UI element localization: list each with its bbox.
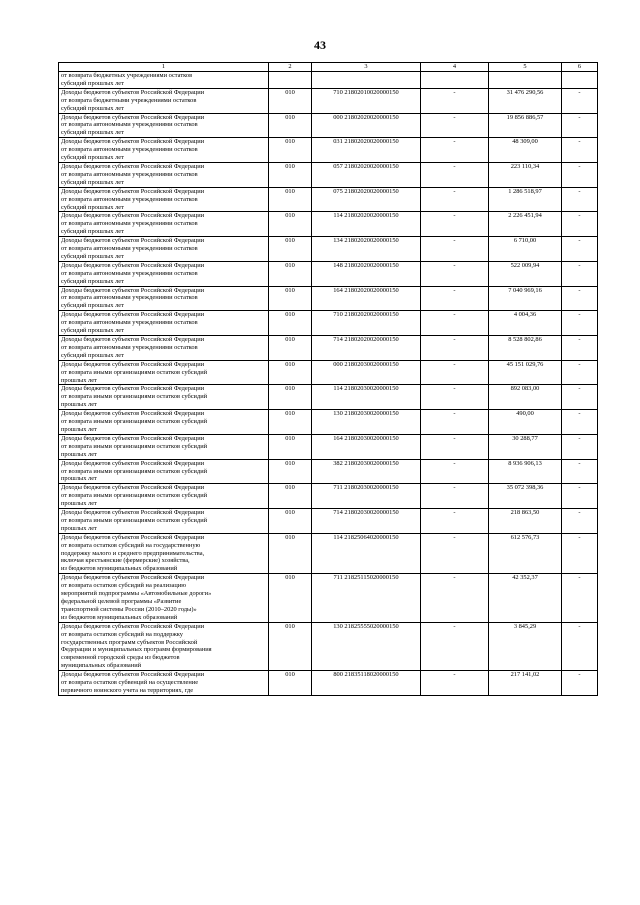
description-line: от возврата иными организациями остатков субсидий	[61, 516, 208, 524]
executed-amount: 223 110,34	[489, 162, 562, 187]
table-body	[59, 72, 598, 696]
column-header: 6	[562, 63, 598, 72]
line-code: 010	[269, 138, 312, 163]
approved-amount: -	[421, 286, 489, 311]
description-line: государственных программ субъектов Российской	[61, 638, 198, 646]
description-line: от возврата автономными учреждениями остатков	[61, 294, 198, 302]
description-line: Доходы бюджетов субъектов Российской Федерации	[61, 311, 205, 319]
description-line: федеральной целевой программы «Развитие	[61, 598, 182, 605]
revenue-description	[59, 533, 269, 574]
description-line: Доходы бюджетов субъектов Российской Федерации	[61, 533, 205, 541]
table-row	[59, 509, 598, 534]
budget-classification-code: 714 21802020020000150	[312, 336, 421, 361]
unexecuted-amount: -	[562, 574, 598, 622]
line-code: 010	[269, 509, 312, 534]
table-row	[59, 72, 598, 89]
approved-amount: -	[421, 261, 489, 286]
approved-amount: -	[421, 162, 489, 187]
table-row	[59, 336, 598, 361]
table-row	[59, 434, 598, 459]
column-header: 3	[312, 63, 421, 72]
approved-amount: -	[421, 113, 489, 138]
unexecuted-amount: -	[562, 311, 598, 336]
description-line: субсидий прошлых лет	[61, 178, 124, 186]
description-line: от возврата автономными учреждениями остатков	[61, 121, 198, 129]
budget-classification-code: 134 21802020020000150	[312, 237, 421, 262]
line-code: 010	[269, 434, 312, 459]
table-row	[59, 261, 598, 286]
approved-amount: -	[421, 336, 489, 361]
description-line: субсидий прошлых лет	[61, 327, 124, 335]
description-line: Доходы бюджетов субъектов Российской Федерации	[61, 336, 205, 343]
revenue-description	[59, 138, 269, 163]
description-line: субсидий прошлых лет	[61, 203, 124, 211]
description-line: от возврата автономными учреждениями остатков	[61, 220, 198, 228]
description-line: Доходы бюджетов субъектов Российской Федерации	[61, 237, 205, 245]
description-line: Доходы бюджетов субъектов Российской Федерации	[61, 360, 205, 368]
description-line: Федерации и муниципальных программ формирования	[61, 646, 212, 654]
table-row	[59, 286, 598, 311]
executed-amount: 7 040 969,16	[489, 286, 562, 311]
budget-classification-code: 000 21802030020000150	[312, 360, 421, 385]
revenue-description	[59, 237, 269, 262]
approved-amount: -	[421, 622, 489, 670]
executed-amount: 6 710,00	[489, 237, 562, 262]
description-line: первичного воинского учета на территориях, где	[61, 686, 194, 694]
line-code: 010	[269, 459, 312, 484]
unexecuted-amount: -	[562, 509, 598, 534]
revenue-description	[59, 286, 269, 311]
description-line: прошлых лет	[61, 401, 97, 409]
description-line: от возврата автономными учреждениями остатков	[61, 170, 198, 178]
description-line: Доходы бюджетов субъектов Российской Федерации	[61, 574, 205, 582]
line-code: 010	[269, 574, 312, 622]
line-code: 010	[269, 622, 312, 670]
executed-amount: 42 352,37	[489, 574, 562, 622]
line-code: 010	[269, 385, 312, 410]
budget-classification-code: 114 21825064020000150	[312, 533, 421, 574]
description-line: субсидий прошлых лет	[61, 154, 124, 162]
executed-amount: 2 226 451,94	[489, 212, 562, 237]
approved-amount: -	[421, 88, 489, 113]
revenue-description	[59, 434, 269, 459]
revenue-description	[59, 336, 269, 361]
column-header: 1	[59, 63, 269, 72]
budget-classification-code: 164 21802030020000150	[312, 434, 421, 459]
budget-classification-code: 130 21802030020000150	[312, 410, 421, 435]
unexecuted-amount: -	[562, 88, 598, 113]
executed-amount: 30 288,77	[489, 434, 562, 459]
description-line: Доходы бюджетов субъектов Российской Федерации	[61, 286, 205, 294]
approved-amount	[421, 72, 489, 89]
revenue-description	[59, 88, 269, 113]
table-row	[59, 311, 598, 336]
approved-amount: -	[421, 385, 489, 410]
description-line: от возврата автономными учреждениями остатков	[61, 319, 198, 327]
column-header: 2	[269, 63, 312, 72]
line-code: 010	[269, 113, 312, 138]
approved-amount: -	[421, 509, 489, 534]
budget-classification-code: 000 21802020020000150	[312, 113, 421, 138]
description-line: Доходы бюджетов субъектов Российской Федерации	[61, 113, 205, 121]
revenue-description	[59, 622, 269, 670]
description-line: прошлых лет	[61, 500, 97, 508]
executed-amount: 4 004,36	[489, 311, 562, 336]
description-line: от возврата автономными учреждениями остатков	[61, 245, 198, 253]
description-line: Доходы бюджетов субъектов Российской Федерации	[61, 187, 205, 195]
budget-classification-code: 382 21802030020000150	[312, 459, 421, 484]
revenue-description	[59, 509, 269, 534]
description-line: субсидий прошлых лет	[61, 252, 124, 260]
line-code: 010	[269, 533, 312, 574]
budget-classification-code: 057 21802020020000150	[312, 162, 421, 187]
description-line: субсидий прошлых лет	[61, 79, 124, 87]
revenue-description	[59, 459, 269, 484]
column-number-row	[59, 63, 598, 72]
revenue-description	[59, 261, 269, 286]
budget-classification-code: 148 21802020020000150	[312, 261, 421, 286]
description-line: прошлых лет	[61, 376, 97, 384]
budget-classification-code: 711 21802030020000150	[312, 484, 421, 509]
approved-amount: -	[421, 434, 489, 459]
description-line: Доходы бюджетов субъектов Российской Федерации	[61, 212, 205, 220]
description-line: современной городской среды из бюджетов	[61, 654, 180, 662]
unexecuted-amount: -	[562, 622, 598, 670]
executed-amount: 45 151 029,76	[489, 360, 562, 385]
revenue-description	[59, 212, 269, 237]
executed-amount: 8 936 906,13	[489, 459, 562, 484]
description-line: Доходы бюджетов субъектов Российской Федерации	[61, 410, 205, 418]
budget-classification-code: 800 21835118020000150	[312, 671, 421, 696]
table-row	[59, 162, 598, 187]
table-row	[59, 88, 598, 113]
budget-classification-code: 114 21802030020000150	[312, 385, 421, 410]
budget-classification-code: 130 21825555020000150	[312, 622, 421, 670]
description-line: субсидий прошлых лет	[61, 228, 124, 236]
description-line: от возврата иными организациями остатков субсидий	[61, 368, 208, 376]
unexecuted-amount: -	[562, 336, 598, 361]
column-header: 4	[421, 63, 489, 72]
budget-classification-code: 075 21802020020000150	[312, 187, 421, 212]
approved-amount: -	[421, 459, 489, 484]
revenue-description	[59, 162, 269, 187]
description-line: от возврата бюджетными учреждениями остатков	[61, 96, 197, 104]
unexecuted-amount: -	[562, 459, 598, 484]
unexecuted-amount: -	[562, 237, 598, 262]
approved-amount: -	[421, 360, 489, 385]
revenue-description	[59, 360, 269, 385]
executed-amount: 48 309,00	[489, 138, 562, 163]
budget-classification-code: 710 21802010020000150	[312, 88, 421, 113]
line-code: 010	[269, 88, 312, 113]
approved-amount: -	[421, 533, 489, 574]
unexecuted-amount: -	[562, 187, 598, 212]
approved-amount: -	[421, 671, 489, 696]
description-line: субсидий прошлых лет	[61, 277, 124, 285]
line-code: 010	[269, 336, 312, 361]
description-line: Доходы бюджетов субъектов Российской Федерации	[61, 671, 205, 679]
description-line: из бюджетов муниципальных образований	[61, 565, 178, 573]
executed-amount: 490,00	[489, 410, 562, 435]
approved-amount: -	[421, 237, 489, 262]
description-line: прошлых лет	[61, 425, 97, 433]
unexecuted-amount: -	[562, 138, 598, 163]
description-line: от возврата бюджетных учреждениями остатков	[61, 72, 193, 79]
executed-amount: 31 476 290,56	[489, 88, 562, 113]
description-line: из бюджетов муниципальных образований	[61, 613, 178, 621]
description-line: транспортной системы России (2010–2020 годы)»	[61, 605, 197, 613]
line-code: 010	[269, 360, 312, 385]
revenue-description	[59, 311, 269, 336]
executed-amount: 218 863,50	[489, 509, 562, 534]
executed-amount: 1 286 518,97	[489, 187, 562, 212]
description-line: муниципальных образований	[61, 662, 142, 670]
description-line: от возврата автономными учреждениями остатков	[61, 146, 198, 154]
description-line: от возврата остатков субсидий на государственную	[61, 541, 201, 549]
approved-amount: -	[421, 212, 489, 237]
approved-amount: -	[421, 410, 489, 435]
table-row	[59, 459, 598, 484]
budget-revenue-table	[58, 62, 598, 696]
unexecuted-amount: -	[562, 410, 598, 435]
approved-amount: -	[421, 311, 489, 336]
revenue-description	[59, 72, 269, 89]
revenue-description	[59, 574, 269, 622]
table-row	[59, 622, 598, 670]
unexecuted-amount: -	[562, 212, 598, 237]
description-line: мероприятий подпрограммы «Автомобильные дороги»	[61, 590, 212, 598]
unexecuted-amount: -	[562, 261, 598, 286]
line-code: 010	[269, 484, 312, 509]
approved-amount: -	[421, 138, 489, 163]
unexecuted-amount: -	[562, 533, 598, 574]
description-line: Доходы бюджетов субъектов Российской Федерации	[61, 484, 205, 492]
table-row	[59, 212, 598, 237]
budget-classification-code: 714 21802030020000150	[312, 509, 421, 534]
page-number: 43	[314, 38, 326, 52]
description-line: от возврата автономными учреждениями остатков	[61, 195, 198, 203]
revenue-description	[59, 484, 269, 509]
table-row	[59, 671, 598, 696]
line-code: 010	[269, 187, 312, 212]
description-line: включая крестьянские (фермерские) хозяйства,	[61, 557, 190, 565]
description-line: прошлых лет	[61, 524, 97, 532]
description-line: Доходы бюджетов субъектов Российской Федерации	[61, 385, 205, 393]
unexecuted-amount	[562, 72, 598, 89]
table-row	[59, 187, 598, 212]
unexecuted-amount: -	[562, 434, 598, 459]
description-line: от возврата автономными учреждениями остатков	[61, 343, 198, 351]
executed-amount: 8 528 802,86	[489, 336, 562, 361]
line-code	[269, 72, 312, 89]
unexecuted-amount: -	[562, 385, 598, 410]
unexecuted-amount: -	[562, 671, 598, 696]
description-line: от возврата остатков субсидий на реализацию	[61, 582, 187, 590]
description-line: от возврата остатков субвенций на осуществление	[61, 679, 199, 687]
revenue-description	[59, 671, 269, 696]
line-code: 010	[269, 212, 312, 237]
line-code: 010	[269, 311, 312, 336]
table-row	[59, 484, 598, 509]
unexecuted-amount: -	[562, 162, 598, 187]
line-code: 010	[269, 261, 312, 286]
description-line: от возврата иными организациями остатков субсидий	[61, 442, 208, 450]
description-line: Доходы бюджетов субъектов Российской Федерации	[61, 261, 205, 269]
revenue-description	[59, 113, 269, 138]
description-line: Доходы бюджетов субъектов Российской Федерации	[61, 88, 205, 96]
revenue-description	[59, 187, 269, 212]
approved-amount: -	[421, 187, 489, 212]
description-line: от возврата автономными учреждениями остатков	[61, 269, 198, 277]
executed-amount: 522 009,94	[489, 261, 562, 286]
table-row	[59, 113, 598, 138]
description-line: поддержку малого и среднего предпринимательства,	[61, 549, 205, 557]
budget-classification-code: 031 21802020020000150	[312, 138, 421, 163]
executed-amount: 3 845,29	[489, 622, 562, 670]
description-line: Доходы бюджетов субъектов Российской Федерации	[61, 138, 205, 146]
approved-amount: -	[421, 574, 489, 622]
description-line: субсидий прошлых лет	[61, 129, 124, 137]
table-row	[59, 138, 598, 163]
description-line: от возврата иными организациями остатков субсидий	[61, 492, 208, 500]
table-row	[59, 410, 598, 435]
line-code: 010	[269, 410, 312, 435]
table-row	[59, 360, 598, 385]
description-line: Доходы бюджетов субъектов Российской Федерации	[61, 162, 205, 170]
unexecuted-amount: -	[562, 360, 598, 385]
executed-amount: 217 141,02	[489, 671, 562, 696]
line-code: 010	[269, 237, 312, 262]
description-line: от возврата остатков субсидий на поддержку	[61, 630, 184, 638]
table-row	[59, 533, 598, 574]
description-line: Доходы бюджетов субъектов Российской Федерации	[61, 434, 205, 442]
revenue-description	[59, 385, 269, 410]
approved-amount: -	[421, 484, 489, 509]
table-row	[59, 385, 598, 410]
description-line: от возврата иными организациями остатков субсидий	[61, 418, 208, 426]
table-row	[59, 237, 598, 262]
description-line: от возврата иными организациями остатков субсидий	[61, 467, 208, 475]
executed-amount: 35 072 398,36	[489, 484, 562, 509]
unexecuted-amount: -	[562, 286, 598, 311]
description-line: Доходы бюджетов субъектов Российской Федерации	[61, 509, 205, 517]
executed-amount: 612 576,73	[489, 533, 562, 574]
budget-classification-code: 710 21802020020000150	[312, 311, 421, 336]
description-line: прошлых лет	[61, 475, 97, 483]
column-header: 5	[489, 63, 562, 72]
description-line: от возврата иными организациями остатков субсидий	[61, 393, 208, 401]
table-row	[59, 574, 598, 622]
budget-classification-code: 114 21802020020000150	[312, 212, 421, 237]
description-line: прошлых лет	[61, 450, 97, 458]
unexecuted-amount: -	[562, 113, 598, 138]
executed-amount: 892 083,00	[489, 385, 562, 410]
line-code: 010	[269, 286, 312, 311]
description-line: Доходы бюджетов субъектов Российской Федерации	[61, 622, 205, 630]
description-line: субсидий прошлых лет	[61, 104, 124, 112]
executed-amount: 19 856 886,57	[489, 113, 562, 138]
revenue-description	[59, 410, 269, 435]
budget-classification-code: 711 21825115020000150	[312, 574, 421, 622]
description-line: субсидий прошлых лет	[61, 302, 124, 310]
executed-amount	[489, 72, 562, 89]
unexecuted-amount: -	[562, 484, 598, 509]
budget-classification-code: 164 21802020020000150	[312, 286, 421, 311]
description-line: Доходы бюджетов субъектов Российской Федерации	[61, 459, 205, 467]
budget-classification-code	[312, 72, 421, 89]
line-code: 010	[269, 162, 312, 187]
description-line: субсидий прошлых лет	[61, 351, 124, 359]
line-code: 010	[269, 671, 312, 696]
